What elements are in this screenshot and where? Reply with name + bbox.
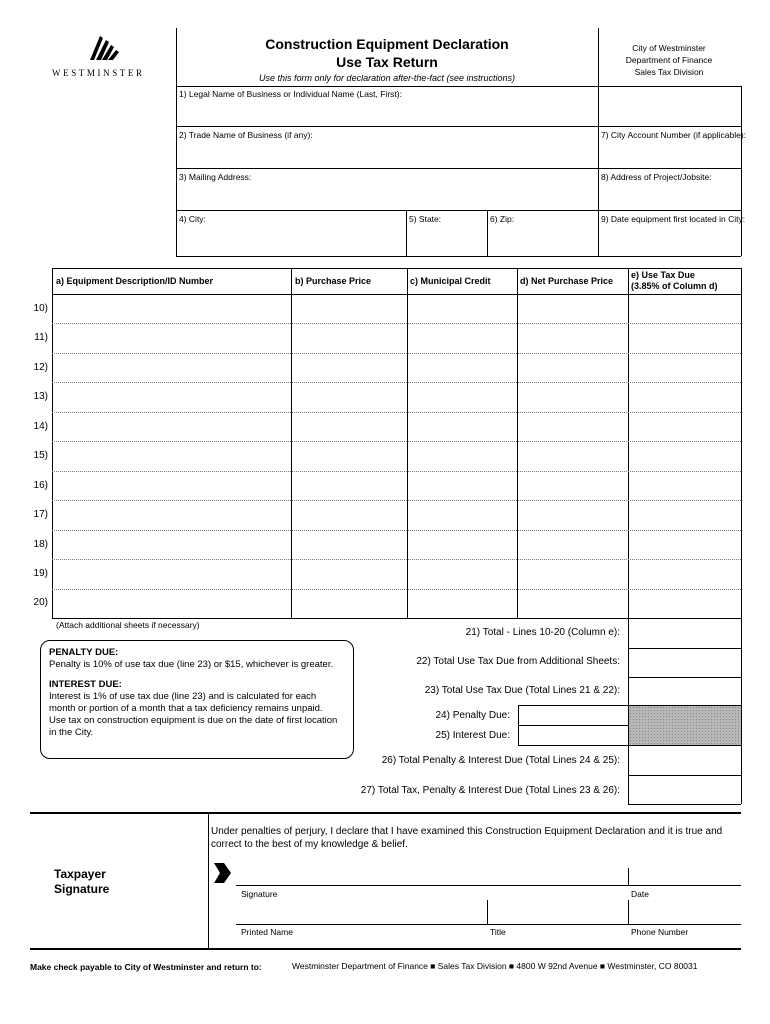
row-14-net-price[interactable] [519,414,627,440]
line-27-label: 27) Total Tax, Penalty & Interest Due (Total Lines 23 & 26): [360,785,620,796]
state-label: 5) State: [409,214,442,224]
title-line-2: Use Tax Return [336,54,438,70]
row-16-purchase-price[interactable] [293,473,406,499]
line-21-label: 21) Total - Lines 10-20 (Column e): [465,627,620,638]
shaded-box [629,706,741,745]
footer-payable: Make check payable to City of Westminster and return to: [30,962,262,972]
mailing-address-input[interactable] [178,188,596,208]
row-16-description[interactable] [54,473,290,499]
row-19-net-price[interactable] [519,561,627,588]
form-subtitle: Use this form only for declaration after-the-fact (see instructions) [259,73,515,83]
row-10-description[interactable] [54,296,290,322]
date-input[interactable] [630,866,740,884]
declaration-text [211,826,722,851]
form-title [176,36,598,83]
line-26-label: 26) Total Penalty & Interest Due (Total Lines 24 & 25): [381,755,620,766]
row-11-municipal-credit[interactable] [409,325,516,352]
row-number: 19) [33,568,48,579]
row-15-purchase-price[interactable] [293,443,406,470]
row-16-municipal-credit[interactable] [409,473,516,499]
row-20-description[interactable] [54,591,290,617]
sign-here-arrow-icon [212,862,232,884]
line-25-label: 25) Interest Due: [435,730,510,741]
row-19-description[interactable] [54,561,290,588]
row-13-description[interactable] [54,384,290,411]
taxpayer-signature-heading [54,867,109,897]
row-13-net-price[interactable] [519,384,627,411]
row-12-net-price[interactable] [519,355,627,381]
title-line-1: Construction Equipment Declaration [265,36,509,52]
row-20-purchase-price[interactable] [293,591,406,617]
row-11-description[interactable] [54,325,290,352]
title-label: Title [490,927,506,937]
row-number: 18) [33,539,48,550]
row-20-municipal-credit[interactable] [409,591,516,617]
zip-input[interactable] [489,230,596,254]
interest-line-2: month or portion of a month that a tax deficiency remains unpaid. [49,703,323,714]
project-address-input[interactable] [600,188,739,208]
westminster-logo-icon [86,32,122,64]
trade-name-input[interactable] [178,146,596,166]
row-17-use-tax[interactable] [630,502,740,529]
date-located-label: 9) Date equipment first located in City: [601,214,746,224]
account-number-label: 7) City Account Number (if applicable): [601,130,747,140]
interest-title: INTEREST DUE: [49,679,122,690]
state-input[interactable] [408,230,485,254]
row-15-municipal-credit[interactable] [409,443,516,470]
city-line-2: Department of Finance [625,55,713,65]
row-12-municipal-credit[interactable] [409,355,516,381]
account-number-input[interactable] [600,146,739,166]
line-23-input[interactable] [630,679,740,704]
row-16-net-price[interactable] [519,473,627,499]
legal-name-label: 1) Legal Name of Business or Individual Name (Last, First): [179,89,402,99]
row-11-use-tax[interactable] [630,325,740,352]
row-15-description[interactable] [54,443,290,470]
row-number: 10) [33,303,48,314]
column-header-description: a) Equipment Description/ID Number [56,276,214,286]
line-27-input[interactable] [630,777,740,803]
row-number: 16) [33,480,48,491]
date-located-input[interactable] [600,230,739,254]
declaration-line-2: correct to the best of my knowledge & belief. [211,838,408,850]
row-17-purchase-price[interactable] [293,502,406,529]
declaration-line-1: Under penalties of perjury, I declare that I have examined this Construction Equipment Declaration and it is true and [211,826,723,837]
row-number: 11) [34,332,48,343]
column-header-municipal-credit: c) Municipal Credit [410,276,491,286]
signature-label: Signature [241,889,278,899]
row-number: 20) [33,597,48,608]
attach-note: (Attach additional sheets if necessary) [56,620,200,630]
logo [38,30,173,80]
phone-label: Phone Number [631,927,689,937]
row-18-description[interactable] [54,532,290,558]
row-11-net-price[interactable] [519,325,627,352]
row-number: 12) [33,362,48,373]
row-12-purchase-price[interactable] [293,355,406,381]
taxpayer-line-1: Taxpayer [54,867,106,881]
printed-name-input[interactable] [238,905,485,923]
row-10-municipal-credit[interactable] [409,296,516,322]
line-24-input[interactable] [520,707,627,724]
column-header-net-price: d) Net Purchase Price [520,276,614,286]
row-10-use-tax[interactable] [630,296,740,322]
line-21-input[interactable] [630,620,740,647]
interest-line-4: in the City. [49,727,94,738]
interest-line-3: Use tax on construction equipment is due on the date of first location [49,715,338,726]
row-number: 15) [33,450,48,461]
row-12-use-tax[interactable] [630,355,740,381]
mailing-address-label: 3) Mailing Address: [179,172,252,182]
line-24-label: 24) Penalty Due: [435,710,510,721]
row-13-use-tax[interactable] [630,384,740,411]
row-14-use-tax[interactable] [630,414,740,440]
row-18-municipal-credit[interactable] [409,532,516,558]
row-15-net-price[interactable] [519,443,627,470]
row-11-purchase-price[interactable] [293,325,406,352]
row-18-purchase-price[interactable] [293,532,406,558]
line-23-label: 23) Total Use Tax Due (Total Lines 21 & 22): [424,685,620,696]
printed-name-label: Printed Name [241,927,293,937]
line-26-input[interactable] [630,747,740,774]
line-22-label: 22) Total Use Tax Due from Additional Sheets: [416,656,620,667]
row-13-purchase-price[interactable] [293,384,406,411]
penalty-text: Penalty is 10% of use tax due (line 23) or $15, whichever is greater. [49,659,334,670]
penalty-interest-notice [40,640,354,759]
row-10-net-price[interactable] [519,296,627,322]
row-12-description[interactable] [54,355,290,381]
row-20-net-price[interactable] [519,591,627,617]
row-14-municipal-credit[interactable] [409,414,516,440]
row-14-purchase-price[interactable] [293,414,406,440]
use-tax-line-1: e) Use Tax Due [631,270,695,280]
row-19-purchase-price[interactable] [293,561,406,588]
penalty-title: PENALTY DUE: [49,647,119,658]
row-number: 14) [33,421,48,432]
row-17-net-price[interactable] [519,502,627,529]
taxpayer-line-2: Signature [54,882,110,896]
city-department [598,42,740,78]
row-17-municipal-credit[interactable] [409,502,516,529]
row-19-use-tax[interactable] [630,561,740,588]
row-10-purchase-price[interactable] [293,296,406,322]
signature-input[interactable] [238,866,626,884]
line-25-input[interactable] [520,727,627,744]
row-14-description[interactable] [54,414,290,440]
city-line-3: Sales Tax Division [634,67,704,77]
date-label: Date [631,889,649,899]
legal-name-input[interactable] [178,104,596,124]
column-header-use-tax [631,270,718,292]
row-17-description[interactable] [54,502,290,529]
interest-line-1: Interest is 1% of use tax due (line 23) and is calculated for each [49,691,317,702]
use-tax-line-2: (3.85% of Column d) [631,281,718,291]
row-18-use-tax[interactable] [630,532,740,558]
row-16-use-tax[interactable] [630,473,740,499]
title-input[interactable] [489,905,626,923]
row-18-net-price[interactable] [519,532,627,558]
line-22-input[interactable] [630,650,740,676]
column-header-purchase-price: b) Purchase Price [295,276,372,286]
row-15-use-tax[interactable] [630,443,740,470]
city-line-1: City of Westminster [632,43,706,53]
row-19-municipal-credit[interactable] [409,561,516,588]
project-address-label: 8) Address of Project/Jobsite: [601,172,712,182]
city-label: 4) City: [179,214,206,224]
footer-address: Westminster Department of Finance ■ Sales Tax Division ■ 4800 W 92nd Avenue ■ Westminster, CO 80031 [292,961,698,971]
row-number: 17) [33,509,48,520]
row-20-use-tax[interactable] [630,591,740,617]
city-input[interactable] [178,230,404,254]
row-13-municipal-credit[interactable] [409,384,516,411]
phone-input[interactable] [630,905,740,923]
row-number: 13) [33,391,48,402]
trade-name-label: 2) Trade Name of Business (if any): [179,130,313,140]
zip-label: 6) Zip: [490,214,515,224]
logo-text: WESTMINSTER [52,68,145,78]
